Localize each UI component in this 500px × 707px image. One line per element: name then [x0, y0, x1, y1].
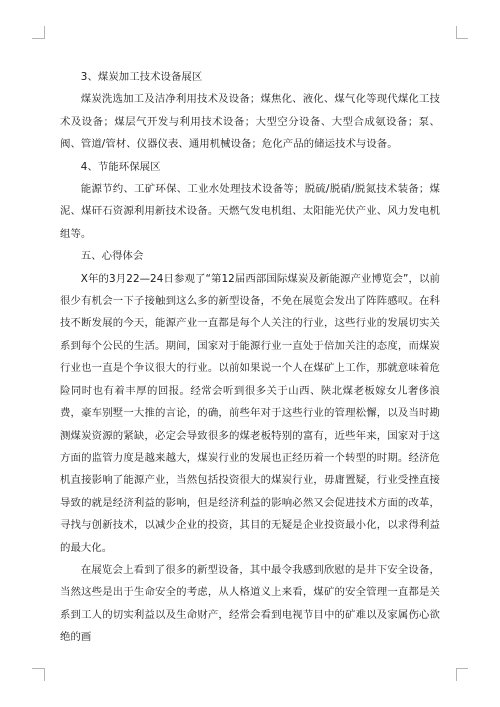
- crop-mark-top-left-v: [44, 26, 45, 39]
- section-heading-energy-saving: 4、节能环保展区: [80, 160, 161, 173]
- crop-mark-top-left-h: [32, 38, 44, 39]
- crop-mark-top-right-v: [456, 26, 457, 39]
- paragraph-coal-processing: 煤炭洗选加工及洁净利用技术及设备；煤焦化、液化、煤气化等现代煤化工技术及设备；煤层气开发与利用技术设备；大型空分设备、大型合成氨设备；泵、阀、管道/管材、仪器仪表、通用机械设备；危化产品的储运技术与设备。: [60, 93, 440, 151]
- document-body: [60, 66, 440, 649]
- section-heading-coal-processing: 3、煤炭加工技术设备展区: [80, 71, 203, 83]
- paragraph-reflections-1: X年的3月22—24日参观了“第12届西部国际煤炭及新能源产业博览会”，以前很少有机会一下子接触到这么多的新型设备，不免在展览会发出了阵阵感叹。在科技不断发展的今天，能源产业一直都是每个人关注的行业，这些行业的发展切实关系到每个公民的生活。期间，国家对于能源行业一直处于倍加关注的态度，而煤炭行业也一直是个争议很大的行业。以前如果说一个人在煤矿上工作，那就意味着危险同时也有着丰厚的回报。经常会听到很多关于山西、陕北煤老板嫁女儿奢侈浪费，豪车别墅一大推的言论，的确，前些年对于这些行业的管理松懈，以及当时勘测煤炭资源的紧缺，必定会导致很多的煤老板特别的富有，近些年来，国家对于这方面的监管力度是越来越大，煤炭行业的发展也正经历着一个转型的时期。经济危机直接影响了能源产业，当然包括投资很大的煤炭行业，毋庸置疑，行业受挫直接导致的就是经济利益的影响，但是经济利益的影响必然又会促进技术方面的改革，寻找与创新技术，以减少企业的投资，其目的无疑是企业投资最小化，以求得利益的最大化。: [60, 272, 440, 554]
- crop-mark-bottom-right-v: [456, 668, 457, 681]
- crop-mark-top-right-h: [456, 38, 468, 39]
- crop-mark-bottom-left-v: [44, 668, 45, 681]
- crop-mark-bottom-right-h: [456, 668, 468, 669]
- paragraph-reflections-2: 在展览会上看到了很多的新型设备，其中最令我感到欣慰的是井下安全设备，当然这些是出于生命安全的考虑，从人格道义上来看，煤矿的安全管理一直都是关系到工人的切实利益以及生命财产，经常会看到电视节目中的矿难以及家属伤心欲绝的画: [60, 563, 440, 644]
- section-heading-reflections: 五、心得体会: [80, 250, 144, 263]
- paragraph-energy-saving: 能源节约、工矿环保、工业水处理技术设备等；脱硫/脱硝/脱氮技术装备；煤泥、煤矸石资源利用新技术设备。天燃气发电机组、太阳能光伏产业、风力发电机组等。: [60, 183, 440, 240]
- crop-mark-bottom-left-h: [32, 668, 44, 669]
